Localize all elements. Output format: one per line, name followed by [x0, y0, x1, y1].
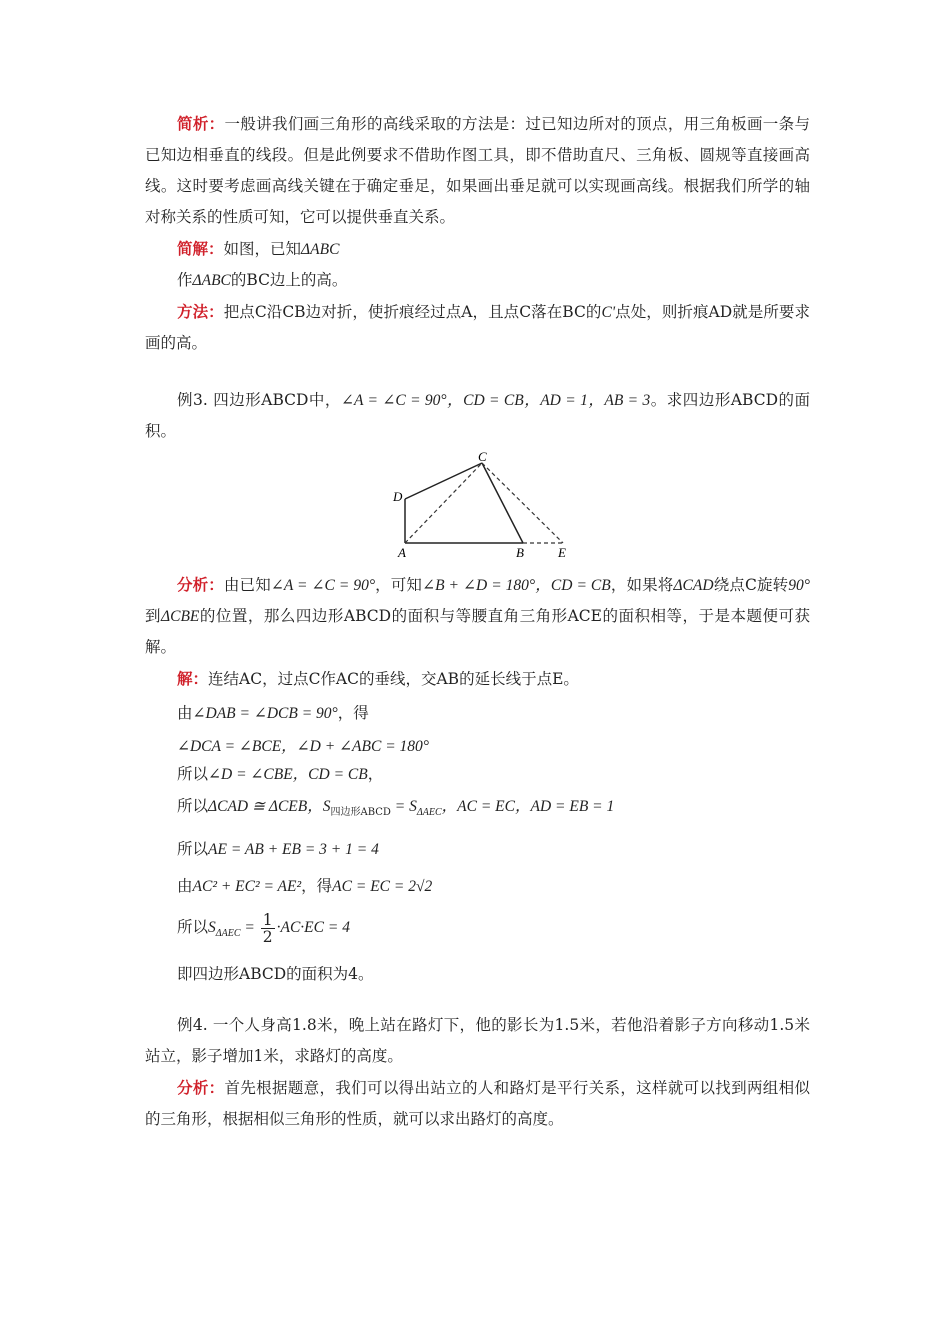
zuo-text-a: 作 [177, 271, 193, 289]
fraction-numerator: 1 [262, 910, 273, 929]
sol-l4m1: ΔCAD ≅ ΔCEB，S [208, 798, 331, 815]
solution-line-1 [177, 695, 810, 732]
example-4-statement [145, 1010, 810, 1072]
fraction-denominator: 2 [262, 927, 273, 946]
paragraph-analysis-3 [145, 569, 810, 663]
sol-l7sub: ΔAEC [215, 928, 241, 940]
dashed-ce [482, 463, 563, 543]
label-jianxi: 简析： [177, 114, 225, 133]
analysis3-m5: ΔCBE [161, 608, 200, 625]
fangfa-text-a: 把点C沿CB边对折，使折痕经过点A，且点C落在BC的 [223, 303, 602, 321]
solution3-text: 连结AC，过点C作AC的垂线，交AB的延长线于点E。 [208, 670, 579, 688]
sol-l5a: 所以 [177, 840, 209, 859]
sol-l7eq: = [240, 919, 259, 937]
solution-line-5 [177, 831, 810, 868]
sol-l5m: AE = AB + EB = 3 + 1 = 4 [208, 841, 379, 859]
edge-cb [482, 463, 523, 543]
sol-l7s: S [208, 919, 216, 937]
zuo-text-b: 的BC边上的高。 [230, 271, 348, 289]
jianjie-text: 如图，已知 [223, 240, 302, 258]
vertex-label-e: E [558, 545, 566, 560]
vertex-label-a: A [398, 545, 406, 560]
sol-l8: 即四边形ABCD的面积为4。 [177, 965, 374, 984]
sol-l2: ∠DCA = ∠BCE，∠D + ∠ABC = 180° [177, 738, 429, 755]
solution-line-3 [177, 761, 810, 788]
sol-l4m3: ，AC = EC，AD = EB = 1 [441, 798, 615, 815]
solution-line-2 [177, 732, 810, 761]
solution-line-6 [177, 868, 810, 905]
sol-l3b: ， [367, 765, 384, 783]
sol-l4sub2: ΔAEC [416, 807, 442, 819]
analysis3-m4: 90° [788, 577, 810, 594]
solution-line-8 [177, 956, 810, 992]
ex4-text: 例4. 一个人身高1.8米，晚上站在路灯下，他的影长为1.5米，若他沿着影子方向移动1.5米站立，影子增加1米，求路灯的高度。 [145, 1016, 810, 1066]
solution-line-4 [177, 788, 810, 831]
vertex-label-c: C [478, 451, 487, 464]
label-jie: 解： [177, 669, 209, 688]
analysis3-t4: 绕点C旋转 [713, 576, 789, 594]
analysis3-t1: 由已知 [223, 576, 271, 594]
fangfa-text-b: 点处，则折痕AD就是所要求画的高。 [145, 303, 811, 352]
paragraph-solution-3 [145, 663, 810, 695]
sol-l3m: ∠D = ∠CBE，CD = CB [208, 766, 368, 783]
sol-l3a: 所以 [177, 765, 209, 783]
sol-l6m2: AC = EC = 2√2 [332, 878, 433, 896]
paragraph-jianjie [145, 233, 810, 265]
analysis3-t5: 到 [145, 607, 162, 625]
fangfa-math: C' [601, 304, 616, 321]
label-fenxi-4: 分析： [177, 1078, 225, 1098]
ex3-text-a: 例3. 四边形ABCD中， [177, 391, 341, 409]
label-fenxi-3: 分析： [177, 575, 224, 594]
analysis3-t3: ，如果将 [610, 576, 674, 594]
analysis3-t6: 的位置，那么四边形ABCD的面积与等腰直角三角形ACE的面积相等，于是本题便可获解。 [145, 607, 810, 656]
paragraph-analysis-4 [145, 1072, 810, 1135]
jianjie-math: ΔABC [301, 241, 340, 258]
jianxi-text: 一般讲我们画三角形的高线采取的方法是：过已知边所对的顶点，用三角板画一条与已知边相垂直的线段。但是此例要求不借助作图工具，即不借助直尺、三角板、圆规等直接画高线。这时要考虑画高线关键在于确定垂足，如果画出垂足就可以实现画高线。根据我们所学的轴对称关系的性质可知，它可以提供垂直关系。 [145, 115, 810, 226]
sol-l6m: AC² + EC² = AE² [192, 878, 302, 896]
dashed-ac [405, 463, 482, 543]
analysis3-m2: ∠B + ∠D = 180°，CD = CB [422, 577, 611, 594]
vertex-label-b: B [516, 545, 524, 560]
analysis3-t2: ，可知 [375, 576, 423, 594]
paragraph-zuo [145, 265, 810, 296]
sol-l4sub1: 四边形ABCD [330, 807, 391, 819]
ex3-math: ∠A = ∠C = 90°，CD = CB，AD = 1，AB = 3 [340, 392, 651, 409]
paragraph-fangfa [145, 296, 810, 359]
ex3-text-b: 。求四边形ABCD的面积。 [145, 391, 811, 440]
document-page [145, 108, 810, 1135]
label-jianjie: 简解： [177, 239, 224, 258]
fraction-half [261, 912, 275, 945]
sol-l4a: 所以 [177, 797, 209, 815]
zuo-math: ΔABC [192, 272, 231, 289]
sol-l7m: ·AC·EC = 4 [276, 919, 350, 937]
sol-l6b: ，得 [301, 877, 333, 896]
vertex-label-d: D [393, 489, 403, 504]
sol-l7a: 所以 [177, 918, 209, 937]
quadrilateral-figure [145, 451, 810, 561]
solution-line-7 [177, 905, 810, 956]
sol-l4m2: = S [390, 798, 417, 815]
analysis3-m1: ∠A = ∠C = 90° [270, 577, 376, 594]
paragraph-jianxi [145, 108, 810, 233]
sol-l1b: ，得 [337, 704, 369, 722]
label-fangfa: 方法： [177, 302, 224, 321]
sol-l6a: 由 [177, 877, 193, 896]
edge-dc [405, 463, 482, 499]
geometry-diagram [390, 451, 580, 561]
analysis3-m3: ΔCAD [673, 577, 714, 594]
example-3-statement [145, 385, 810, 447]
sol-l1a: 由 [177, 704, 193, 722]
analysis4-text: 首先根据题意，我们可以得出站立的人和路灯是平行关系，这样就可以找到两组相似的三角形，根据相似三角形的性质，就可以求出路灯的高度。 [145, 1079, 810, 1129]
sol-l1m: ∠DAB = ∠DCB = 90° [192, 705, 338, 722]
